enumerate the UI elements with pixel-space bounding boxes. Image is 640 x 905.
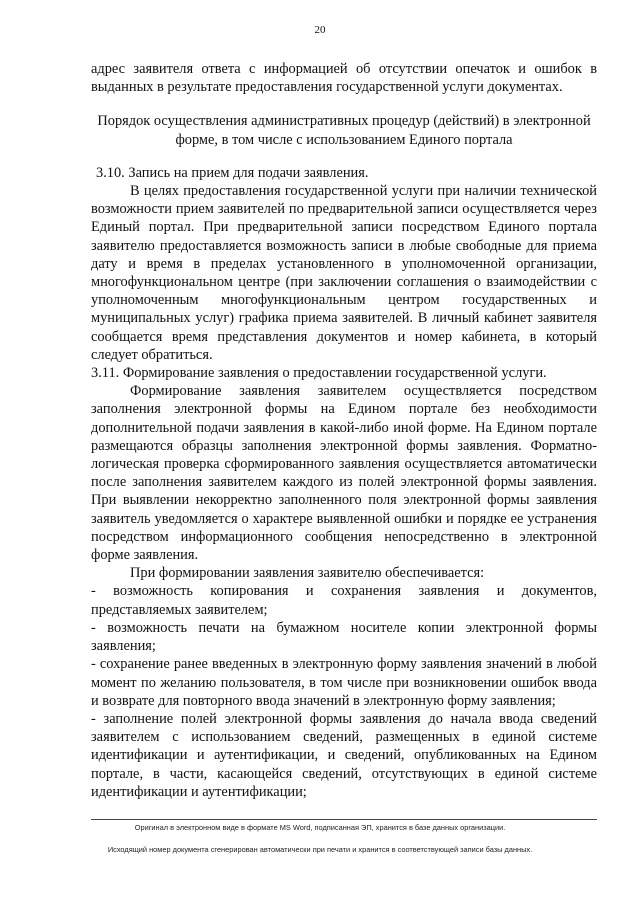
list-item: - заполнение полей электронной формы заявления до начала ввода сведений заявителем с использованием сведений, размещенных в единой системе идентификации и аутентификации, и сведений, опубликованных на Едином портале, в части, касающейся сведений, отсутствующих в единой системе идентификации и аутентификации; — [91, 710, 597, 800]
list-item: - сохранение ранее введенных в электронную форму заявления значений в любой момент по желанию пользователя, в том числе при возникновении ошибок ввода и возврате для повторного ввода значений в электронную форму заявления; — [91, 656, 597, 709]
list-item: - возможность печати на бумажном носителе копии электронной формы заявления; — [91, 619, 597, 655]
footer-note-original: Оригинал в электронном виде в формате MS Word, подписанная ЭП, хранится в базе данных организации. — [134, 823, 506, 832]
subsection-title-3-11: 3.11. Формирование заявления о предоставлении государственной услуги. — [91, 365, 547, 382]
list-item: - возможность копирования и сохранения заявления и документов, представляемых заявителем; — [91, 583, 597, 618]
subsection-title-3-10: 3.10. Запись на прием для подачи заявления. — [96, 164, 369, 181]
paragraph: В целях предоставления государственной услуги при наличии технической возможности прием заявителей по предварительной записи осуществляется через Единый портал. При предварительной записи посредством Единого портала заявителю предоставляется возможность записи в любые свободные для приема дату и время в пределах установленного в уполномоченной организации, многофункциональном центре (при заключении соглашения о взаимодействии с уполномоченным многофункциональным центром государственных и муниципальных услуг) графика приема заявителей. В личный кабинет заявителя сообщается время представления документов и номер кабинета, в который следует обратиться. — [91, 183, 597, 363]
document-body — [91, 60, 597, 801]
footer-note-outgoing-number: Исходящий номер документа сгенерирован автоматически при печати и хранится в соответствующей записи базы данных. — [107, 845, 533, 854]
paragraph: Формирование заявления заявителем осуществляется посредством заполнения электронной формы на Едином портале без необходимости дополнительной подачи заявления в какой-либо иной форме. На Едином портале размещаются образцы заполнения электронной формы заявления. Форматно-логическая проверка сформированного заявления осуществляется автоматически после заполнения заявителем каждого из полей электронной формы заявления. При выявлении некорректно заполненного поля электронной формы заявления заявитель уведомляется о характере выявленной ошибки и порядке ее устранения посредством информационного сообщения непосредственно в электронной форме заявления. — [91, 383, 597, 564]
section-heading: Порядок осуществления административных процедур (действий) в электронной форме, в том числе с использованием Единого портала — [97, 113, 591, 148]
footer-divider — [91, 819, 597, 820]
paragraph: При формировании заявления заявителю обеспечивается: — [130, 565, 485, 582]
paragraph: адрес заявителя ответа с информацией об отсутствии опечаток и ошибок в выданных в результате предоставления государственной услуги документах. — [91, 61, 597, 96]
page-number: 20 — [314, 24, 326, 36]
